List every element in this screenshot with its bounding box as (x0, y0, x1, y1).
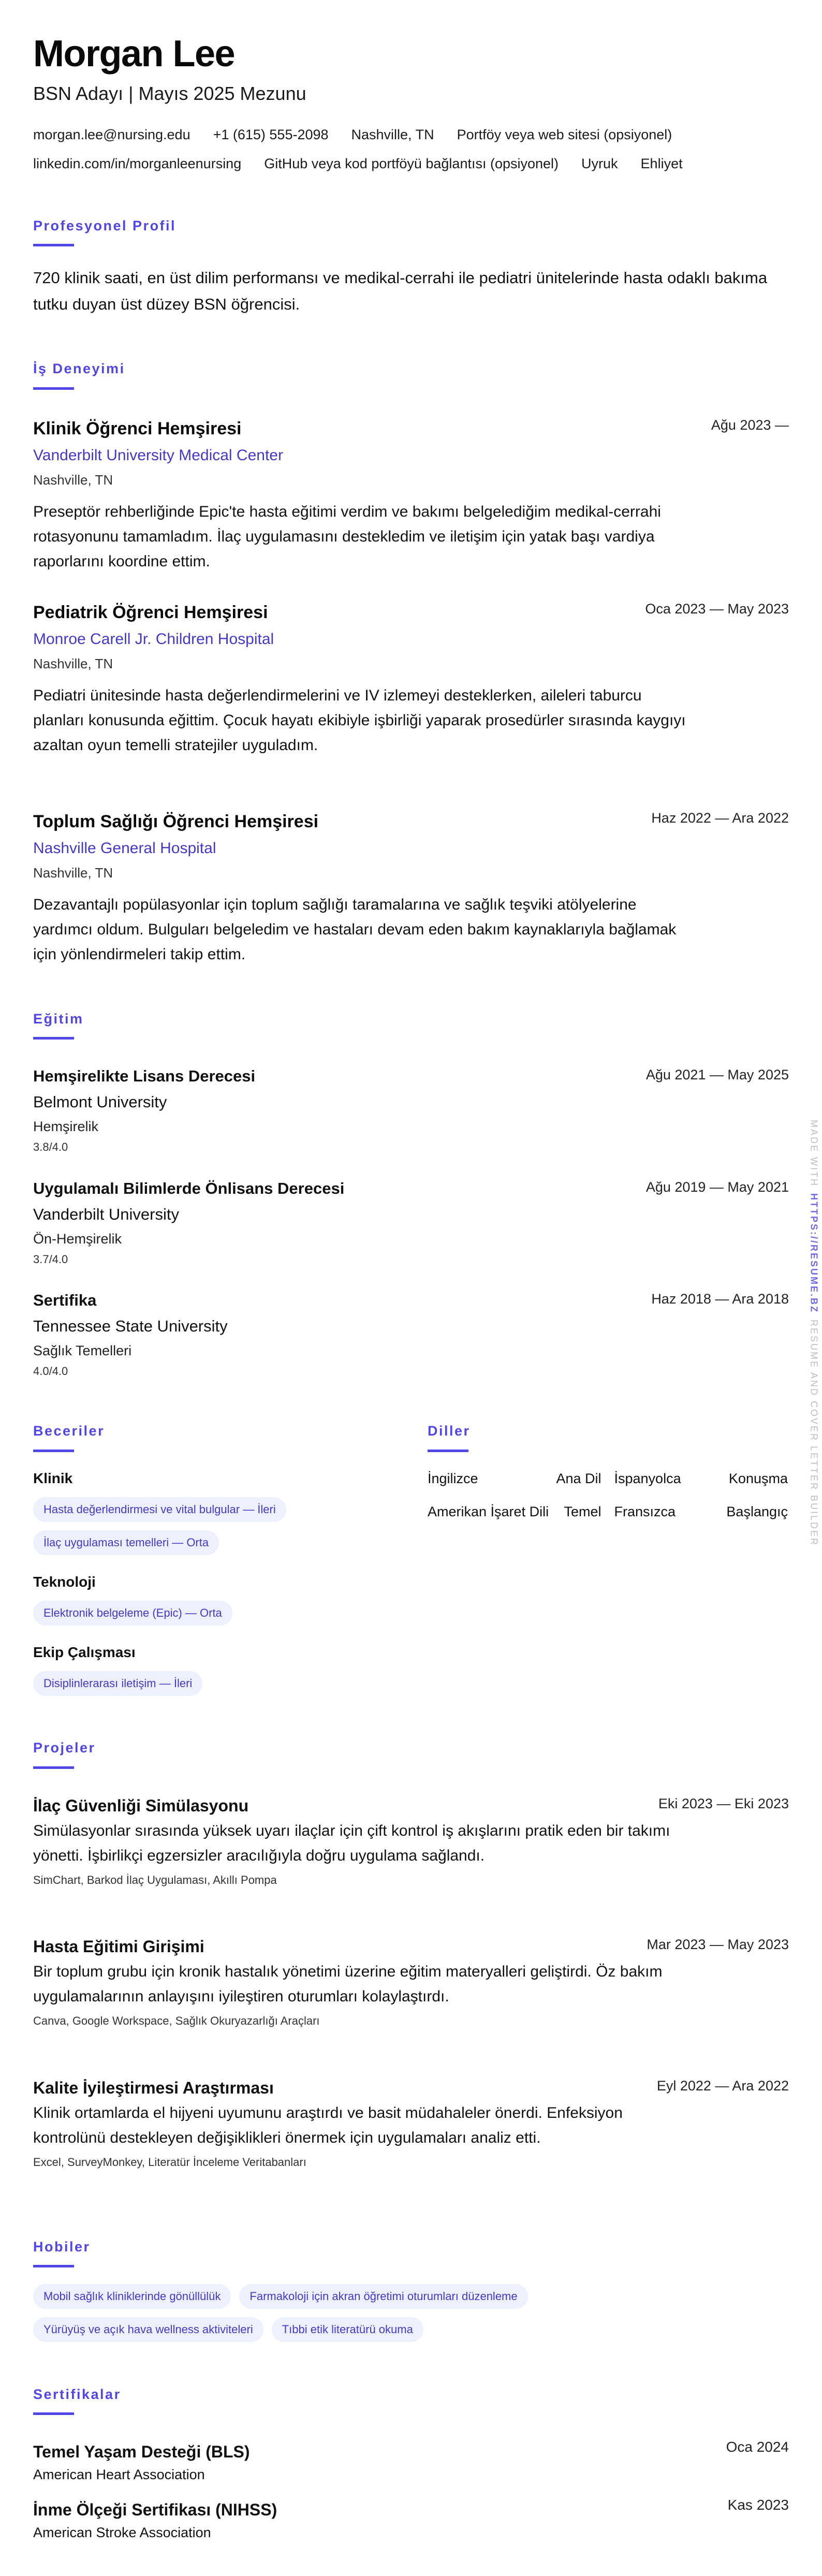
language-name: İspanyolca (614, 1471, 681, 1486)
hobby-row (33, 2284, 528, 2309)
job-company: Monroe Carell Jr. Children Hospital (33, 631, 274, 648)
project-date: Eyl 2022 — Ara 2022 (656, 2078, 789, 2094)
builder-watermark (809, 1120, 819, 1546)
language-item (614, 1469, 788, 1488)
project-tools: Canva, Google Workspace, Sağlık Okuryazarlığı Araçları (33, 2014, 320, 2027)
job-location: Nashville, TN (33, 656, 113, 671)
section-underline (33, 2265, 74, 2267)
education-date: Haz 2018 — Ara 2018 (651, 1291, 789, 1307)
project-date: Mar 2023 — May 2023 (647, 1937, 789, 1952)
section-underline (33, 387, 74, 390)
skill-category: Klinik (33, 1470, 73, 1486)
certification-issuer: American Stroke Association (33, 2525, 211, 2540)
skill-chip: Hasta değerlendirmesi ve vital bulgular — İleri (33, 1497, 286, 1522)
section-underline (428, 1450, 468, 1452)
certification-entry (33, 2440, 789, 2484)
job-company: Vanderbilt University Medical Center (33, 447, 283, 464)
skill-category: Teknoloji (33, 1574, 96, 1590)
education-entry (33, 1178, 789, 1267)
section-heading-projects: Projeler (33, 1740, 96, 1755)
job-entry (33, 810, 789, 967)
contact-portfolio[interactable]: Portföy veya web sitesi (opsiyonel) (457, 127, 672, 142)
certification-date: Kas 2023 (727, 2497, 789, 2513)
skill-chip: Disiplinlerarası iletişim — İleri (33, 1671, 202, 1696)
section-heading-profile: Profesyonel Profil (33, 218, 177, 233)
language-name: Amerikan İşaret Dili (428, 1504, 549, 1519)
language-item (428, 1502, 601, 1521)
language-row (428, 1502, 788, 1521)
project-title: İlaç Güvenliği Simülasyonu (33, 1796, 249, 1815)
job-date: Haz 2022 — Ara 2022 (651, 810, 789, 826)
project-date: Eki 2023 — Eki 2023 (658, 1796, 789, 1811)
certification-issuer: American Heart Association (33, 2467, 205, 2482)
watermark-prefix: MADE WITH (809, 1119, 819, 1187)
contact-github[interactable]: GitHub veya kod portföyü bağlantısı (opsiyonel) (264, 156, 559, 171)
education-gpa: 3.7/4.0 (33, 1253, 68, 1266)
language-level: Temel (564, 1504, 601, 1519)
education-field: Sağlık Temelleri (33, 1343, 132, 1358)
education-degree: Sertifika (33, 1291, 97, 1309)
section-heading-skills: Beceriler (33, 1423, 105, 1439)
section-heading-certifications: Sertifikalar (33, 2387, 121, 2402)
hobby-chip: Mobil sağlık kliniklerinde gönüllülük (33, 2284, 231, 2309)
contact-license: Ehliyet (640, 156, 683, 171)
education-entry (33, 1066, 789, 1155)
hobby-chip: Tıbbi etik literatürü okuma (272, 2317, 423, 2342)
hobby-chip: Farmakoloji için akran öğretimi oturumları düzenleme (239, 2284, 527, 2309)
section-heading-experience: İş Deneyimi (33, 361, 125, 376)
watermark-link[interactable]: HTTPS://RESUME.BZ (809, 1193, 819, 1313)
job-date: Ağu 2023 — (711, 417, 789, 433)
job-title: Klinik Öğrenci Hemşiresi (33, 419, 242, 438)
contact-phone[interactable]: +1 (615) 555-2098 (213, 127, 329, 142)
education-school: Vanderbilt University (33, 1205, 179, 1223)
skill-chip: Elektronik belgeleme (Epic) — Orta (33, 1601, 232, 1626)
job-title: Pediatrik Öğrenci Hemşiresi (33, 603, 268, 622)
section-underline (33, 1037, 74, 1040)
project-description: Klinik ortamlarda el hijyeni uyumunu araştırdı ve basit müdahaleler önerdi. Enfeksiyon kontrolünü destekleyen değişiklikleri önermek için uygulamaları analiz etti. (33, 2104, 623, 2146)
contact-nationality: Uyruk (581, 156, 618, 171)
section-underline (33, 244, 74, 246)
job-location: Nashville, TN (33, 472, 113, 488)
job-description: Dezavantajlı popülasyonlar için toplum sağlığı taramalarına ve sağlık teşviki atölyelerine yardımcı oldum. Bulguları belgeledim ve hastaları devam eden bakım kaynaklarıyla bağlamak için yönlendirmeleri takip ettim. (33, 896, 677, 963)
section-underline (33, 2412, 74, 2415)
hobby-chip: Yürüyüş ve açık hava wellness aktiviteleri (33, 2317, 263, 2342)
job-entry (33, 417, 789, 574)
contact-email[interactable]: morgan.lee@nursing.edu (33, 127, 190, 142)
education-school: Tennessee State University (33, 1317, 228, 1335)
project-entry (33, 1935, 789, 2029)
project-description: Bir toplum grubu için kronik hastalık yönetimi üzerine eğitim materyalleri geliştirdi. Öz bakım uygulamalarının anlayışını iyileştiren oturumları kolaylaştırdı. (33, 1963, 663, 2005)
section-heading-languages: Diller (428, 1423, 471, 1439)
job-entry (33, 601, 789, 758)
education-date: Ağu 2019 — May 2021 (645, 1179, 789, 1195)
candidate-subtitle: BSN Adayı | Mayıs 2025 Mezunu (33, 83, 306, 104)
project-title: Hasta Eğitimi Girişimi (33, 1937, 204, 1956)
project-tools: SimChart, Barkod İlaç Uygulaması, Akıllı Pompa (33, 1874, 277, 1886)
language-item (428, 1469, 601, 1488)
hobby-row (33, 2317, 423, 2342)
education-school: Belmont University (33, 1093, 167, 1111)
language-level: Konuşma (728, 1471, 788, 1486)
project-tools: Excel, SurveyMonkey, Literatür İnceleme Veritabanları (33, 2156, 306, 2169)
watermark-suffix: RESUME AND COVER LETTER BUILDER (809, 1319, 819, 1547)
skill-category: Ekip Çalışması (33, 1644, 136, 1660)
project-description: Simülasyonlar sırasında yüksek uyarı ilaçlar için çift kontrol iş akışlarını pratik eden bir takımı yönetti. İşbirlikçi egzersizler aracılığıyla doğru uygulama sağlandı. (33, 1822, 670, 1864)
project-title: Kalite İyileştirmesi Araştırması (33, 2079, 274, 2097)
section-heading-hobbies: Hobiler (33, 2239, 91, 2255)
job-company: Nashville General Hospital (33, 840, 216, 857)
job-title: Toplum Sağlığı Öğrenci Hemşiresi (33, 812, 319, 831)
job-description: Preseptör rehberliğinde Epic'te hasta eğitimi verdim ve bakımı belgelediğim medikal-cerrahi rotasyonunu tamamladım. İlaç uygulamasını destekledim ve iletişim için yatak başı vardiya raporlarını koordine ettim. (33, 503, 661, 570)
contact-row-1 (33, 125, 672, 144)
project-entry (33, 1794, 789, 1888)
education-gpa: 3.8/4.0 (33, 1140, 68, 1153)
section-underline (33, 1766, 74, 1769)
certification-title: İnme Ölçeği Sertifikası (NIHSS) (33, 2500, 277, 2519)
candidate-name: Morgan Lee (33, 33, 235, 75)
project-entry (33, 2076, 789, 2170)
certification-title: Temel Yaşam Desteği (BLS) (33, 2442, 250, 2461)
contact-linkedin[interactable]: linkedin.com/in/morganleenursing (33, 156, 242, 171)
language-name: Fransızca (614, 1504, 676, 1519)
certification-date: Oca 2024 (726, 2439, 789, 2455)
education-date: Ağu 2021 — May 2025 (645, 1067, 789, 1082)
contact-location: Nashville, TN (351, 127, 434, 142)
certification-entry (33, 2498, 789, 2542)
language-level: Başlangıç (726, 1504, 788, 1519)
skill-chip: İlaç uygulaması temelleri — Orta (33, 1530, 219, 1555)
education-degree: Uygulamalı Bilimlerde Önlisans Derecesi (33, 1179, 345, 1197)
language-level: Ana Dil (556, 1471, 601, 1486)
job-date: Oca 2023 — May 2023 (645, 601, 789, 617)
education-degree: Hemşirelikte Lisans Derecesi (33, 1067, 256, 1085)
language-item (614, 1502, 788, 1521)
education-entry (33, 1290, 789, 1379)
job-location: Nashville, TN (33, 865, 113, 881)
section-heading-education: Eğitim (33, 1011, 84, 1027)
education-gpa: 4.0/4.0 (33, 1365, 68, 1378)
language-row (428, 1469, 788, 1488)
education-field: Ön-Hemşirelik (33, 1231, 122, 1247)
job-description: Pediatri ünitesinde hasta değerlendirmelerini ve IV izlemeyi desteklerken, aileleri taburcu planları konusunda eğittim. Çocuk hayatı ekibiyle işbirliği yaparak prosedürler sırasında kaygıyı azaltan oyun temelli stratejiler uyguladım. (33, 687, 686, 754)
contact-row-2 (33, 154, 683, 173)
section-underline (33, 1450, 74, 1452)
education-field: Hemşirelik (33, 1119, 99, 1134)
language-name: İngilizce (428, 1471, 478, 1486)
profile-summary: 720 klinik saati, en üst dilim performansı ve medikal-cerrahi ile pediatri ünitelerinde hasta odaklı bakıma tutku duyan üst düzey BSN öğrencisi. (33, 269, 768, 313)
